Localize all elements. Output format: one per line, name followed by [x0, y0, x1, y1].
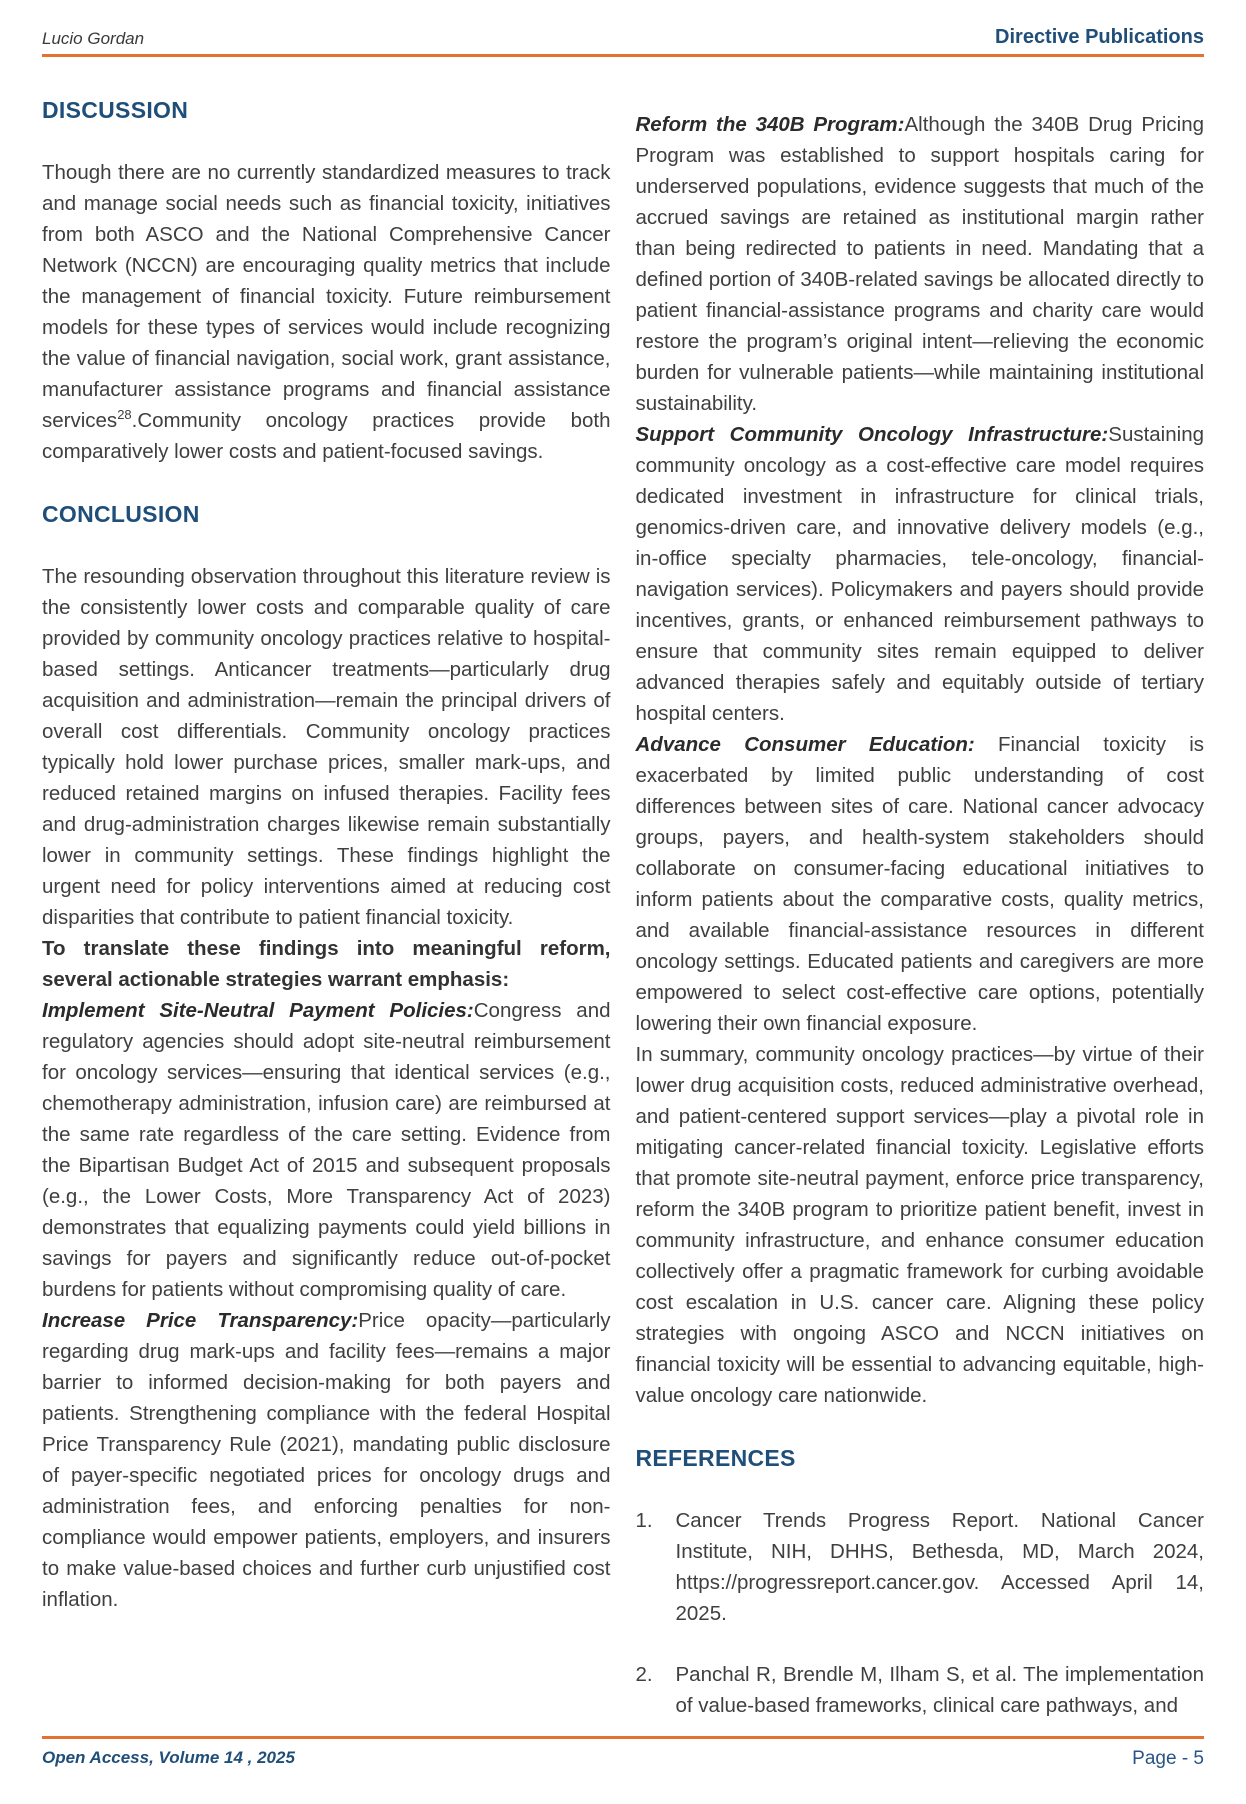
discussion-paragraph: [42, 157, 611, 467]
price-transparency-lead: Increase Price Transparency:: [42, 1309, 359, 1332]
summary-paragraph: In summary, community oncology practices—by virtue of their lower drug acquisition costs, reduced administrative overhead, and patient-centered support services—play a pivotal role in mitigating cancer-related financial toxicity. Legislative efforts that promote site-neutral payment, enforce price transparency, reform the 340B program to prioritize patient benefit, invest in community infrastructure, and enhance consumer education collectively offer a pragmatic framework for curbing avoidable cost escalation in U.S. cancer care. Aligning these policy strategies with ongoing ASCO and NCCN initiatives on financial toxicity will be essential to advancing equitable, high-value oncology care nationwide.: [635, 1043, 1204, 1407]
support-infrastructure-lead: Support Community Oncology Infrastructure:: [635, 423, 1109, 446]
conclusion-heading: CONCLUSION: [42, 501, 200, 527]
page-number: Page - 5: [1132, 1748, 1204, 1769]
reference-text: Panchal R, Brendle M, Ilham S, et al. The implementation of value-based frameworks, clinical care pathways, and: [675, 1663, 1204, 1717]
reform-340b-lead: Reform the 340B Program:: [635, 113, 905, 136]
strategies-intro-paragraph: To translate these findings into meaningful reform, several actionable strategies warrant emphasis:: [42, 937, 611, 991]
consumer-education-lead: Advance Consumer Education:: [635, 733, 998, 756]
reference-number: 2.: [635, 1663, 653, 1686]
reform-340b-text: Although the 340B Drug Pricing Program was established to support hospitals caring for underserved populations, evidence suggests that much of the accrued savings are retained as institutional margin rather than being redirected to patients in need. Mandating that a defined portion of 340B-related savings be allocated directly to patient financial-assistance programs and charity care would restore the program’s original intent—relieving the economic burden for vulnerable patients—while maintaining institutional sustainability.: [635, 113, 1204, 415]
discussion-text-after-citation: .Community oncology practices provide both comparatively lower costs and patient-focused savings.: [42, 409, 611, 463]
open-access-volume-label: Open Access, Volume 14 , 2025: [42, 1748, 295, 1767]
price-transparency-text: Price opacity—particularly regarding drug mark-ups and facility fees—remains a major barrier to informed decision-making for both payers and patients. Strengthening compliance with the federal Hospital Price Transparency Rule (2021), mandating public disclosure of payer-specific negotiated prices for oncology drugs and administration fees, and enforcing penalties for non-compliance would empower patients, employers, and insurers to make value-based choices and further curb unjustified cost inflation.: [42, 1309, 611, 1611]
left-column: [42, 97, 611, 1721]
citation-superscript: 28: [117, 407, 132, 423]
publisher-name: Directive Publications: [995, 26, 1204, 48]
page-header: [42, 0, 1204, 49]
page-footer: [42, 1748, 1204, 1770]
consumer-education-text: Financial toxicity is exacerbated by limited public understanding of cost differences between sites of care. National cancer advocacy groups, payers, and health-system stakeholders should collaborate on consumer-facing educational initiatives to inform patients about the comparative costs, quality metrics, and available financial-assistance resources in different oncology settings. Educated patients and caregivers are more empowered to select cost-effective care options, potentially lowering their own financial exposure.: [635, 733, 1204, 1035]
price-transparency-paragraph: [42, 1305, 611, 1615]
header-rule: [42, 54, 1204, 57]
reform-340b-paragraph: [636, 109, 1205, 419]
support-infrastructure-text: Sustaining community oncology as a cost-effective care model requires dedicated investment in infrastructure for clinical trials, genomics-driven care, and innovative delivery models (e.g., in-office specialty pharmacies, tele-oncology, financial-navigation services). Policymakers and payers should provide incentives, grants, or enhanced reimbursement pathways to ensure that community sites remain equipped to deliver advanced therapies safely and equitably outside of tertiary hospital centers.: [635, 423, 1204, 725]
site-neutral-paragraph: [42, 995, 611, 1305]
two-column-body: [42, 97, 1204, 1721]
reference-item: [636, 1659, 1205, 1721]
site-neutral-text: Congress and regulatory agencies should adopt site-neutral reimbursement for oncology services—ensuring that identical services (e.g., chemotherapy administration, infusion care) are reimbursed at the same rate regardless of the care setting. Evidence from the Bipartisan Budget Act of 2015 and subsequent proposals (e.g., the Lower Costs, More Transparency Act of 2023) demonstrates that equalizing payments could yield billions in savings for payers and significantly reduce out-of-pocket burdens for patients without compromising quality of care.: [42, 999, 611, 1301]
support-infrastructure-paragraph: [636, 419, 1205, 729]
reference-number: 1.: [635, 1509, 653, 1532]
discussion-heading: DISCUSSION: [42, 97, 189, 123]
references-heading: REFERENCES: [635, 1445, 796, 1471]
site-neutral-lead: Implement Site-Neutral Payment Policies:: [42, 999, 474, 1022]
discussion-text-before-citation: Though there are no currently standardized measures to track and manage social needs such as financial toxicity, initiatives from both ASCO and the National Comprehensive Cancer Network (NCCN) are encouraging quality metrics that include the management of financial toxicity. Future reimbursement models for these types of services would include recognizing the value of financial navigation, social work, grant assistance, manufacturer assistance programs and financial assistance services: [42, 161, 611, 432]
consumer-education-paragraph: [636, 729, 1205, 1039]
reference-text: Cancer Trends Progress Report. National Cancer Institute, NIH, DHHS, Bethesda, MD, March 2024, https://progressreport.cancer.gov. Accessed April 14, 2025.: [675, 1509, 1204, 1625]
running-head-author: Lucio Gordan: [42, 29, 145, 48]
reference-item: [636, 1505, 1205, 1629]
right-column: [636, 97, 1205, 1721]
footer-rule: [42, 1736, 1204, 1739]
conclusion-paragraph: The resounding observation throughout this literature review is the consistently lower costs and comparable quality of care provided by community oncology practices relative to hospital-based settings. Anticancer treatments—particularly drug acquisition and administration—remain the principal drivers of overall cost differentials. Community oncology practices typically hold lower purchase prices, smaller mark-ups, and reduced retained margins on infused therapies. Facility fees and drug-administration charges likewise remain substantially lower in community settings. These findings highlight the urgent need for policy interventions aimed at reducing cost disparities that contribute to patient financial toxicity.: [42, 565, 611, 929]
